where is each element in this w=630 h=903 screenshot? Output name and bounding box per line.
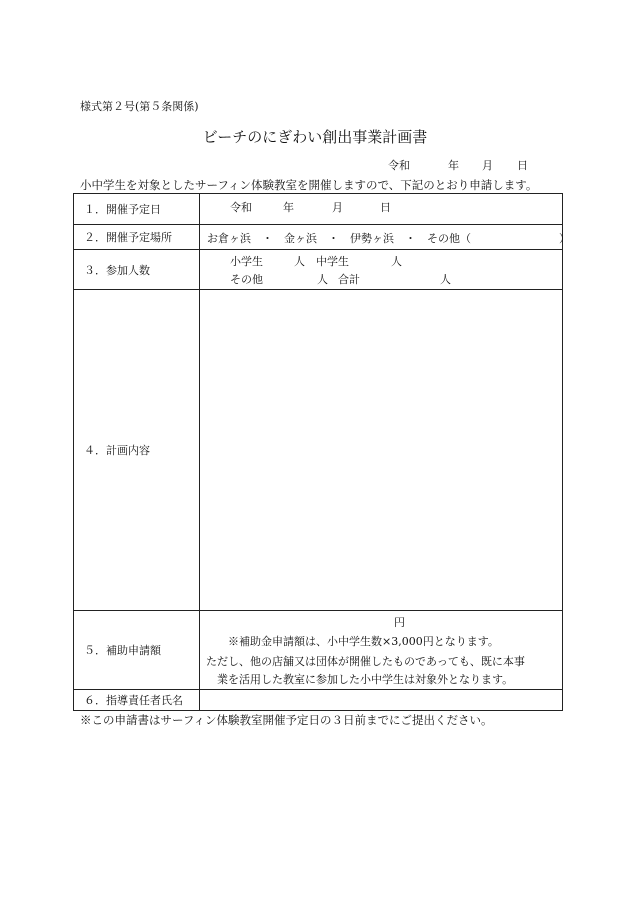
place-options: お倉ヶ浜 ・ 金ヶ浜 ・ 伊勢ヶ浜 ・ その他（ ） xyxy=(207,232,570,245)
plan-field[interactable] xyxy=(200,290,563,610)
application-table xyxy=(73,193,570,711)
date-label: １．開催予定日 xyxy=(74,194,200,224)
total-unit: 人 xyxy=(440,273,451,286)
date-day: 日 xyxy=(517,159,528,172)
plan-label: ４．計画内容 xyxy=(74,290,200,610)
leader-label: ６．指導責任者氏名 xyxy=(74,690,200,710)
place-field[interactable] xyxy=(200,225,570,249)
leader-field[interactable] xyxy=(200,690,563,710)
date-era-label: 令和 xyxy=(230,201,252,214)
date-row xyxy=(74,194,563,225)
elementary-label: 小学生 xyxy=(230,255,263,268)
subsidy-note-2: ただし、他の店舗又は団体が開催したものであっても、既に本事 xyxy=(206,655,525,668)
participants-label: ３．参加人数 xyxy=(74,250,200,289)
junior-label: 中学生 xyxy=(316,255,349,268)
date-month-label: 月 xyxy=(332,201,343,214)
place-row xyxy=(74,225,570,250)
date-era: 令和 xyxy=(388,159,410,172)
other-unit: 人 xyxy=(317,273,328,286)
total-label: 合計 xyxy=(338,273,360,286)
subsidy-note-1: ※補助金申請額は、小中学生数×3,000円となります。 xyxy=(228,635,499,648)
subsidy-note-3: 業を活用した教室に参加した小中学生は対象外となります。 xyxy=(217,673,514,686)
date-month: 月 xyxy=(482,159,493,172)
other-label: その他 xyxy=(230,273,263,286)
plan-row xyxy=(74,290,563,611)
leader-row xyxy=(74,690,563,711)
junior-unit: 人 xyxy=(391,255,402,268)
date-field[interactable] xyxy=(200,194,563,224)
date-year-label: 年 xyxy=(283,201,294,214)
intro-text: 小中学生を対象としたサーフィン体験教室を開催しますので、下記のとおり申請します。 xyxy=(80,178,538,192)
footnote: ※この申請書はサーフィン体験教室開催予定日の３日前までにご提出ください。 xyxy=(80,713,493,727)
subsidy-label: ５．補助申請額 xyxy=(74,611,200,689)
document-title: ビーチのにぎわい創出事業計画書 xyxy=(202,128,428,146)
form-number: 様式第２号(第５条関係) xyxy=(80,100,199,113)
date-day-label: 日 xyxy=(380,201,391,214)
participants-field[interactable] xyxy=(200,250,563,289)
participants-row xyxy=(74,250,563,290)
place-label: ２．開催予定場所 xyxy=(74,225,200,249)
date-year: 年 xyxy=(448,159,459,172)
yen-unit: 円 xyxy=(394,616,405,629)
subsidy-field[interactable] xyxy=(200,611,563,689)
elementary-unit: 人 xyxy=(294,255,305,268)
subsidy-row xyxy=(74,611,563,690)
